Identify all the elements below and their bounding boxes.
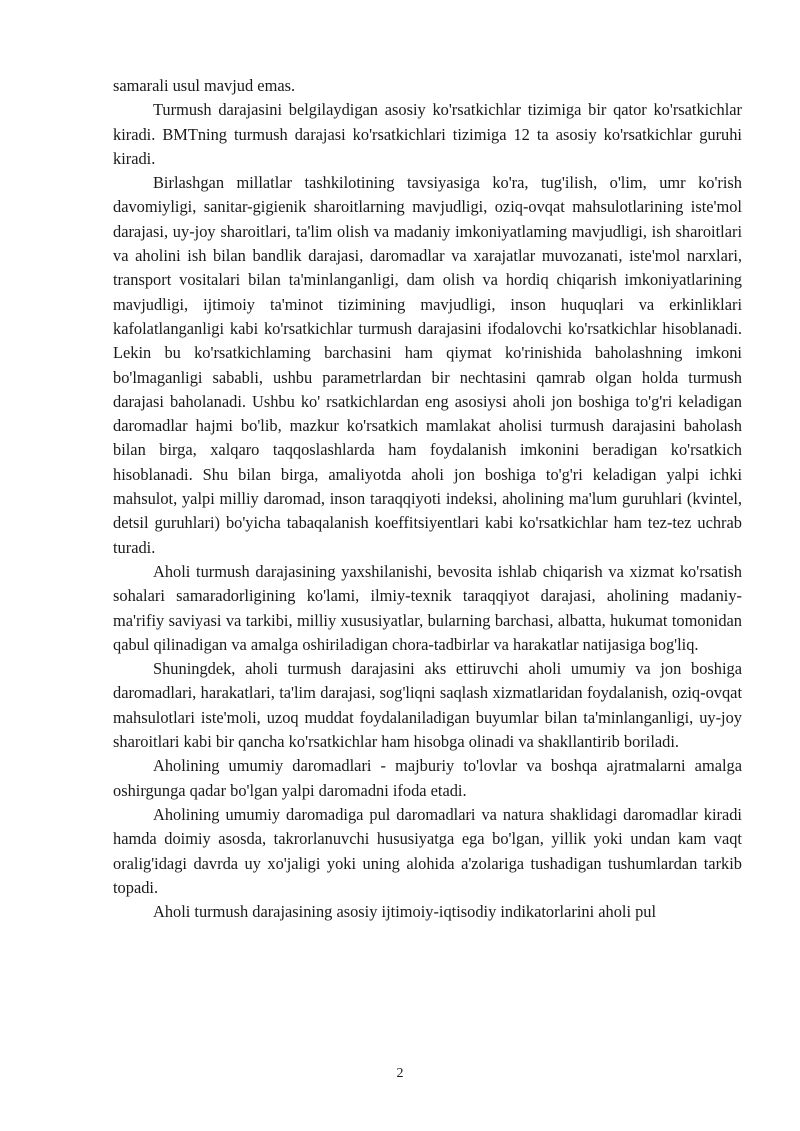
paragraph: Aholining umumiy daromadiga pul daromadlari va natura shaklidagi daromadlar kiradi hamda doimiy asosda, takrorlanuvchi hususiyatga ega bo'lgan, yillik yoki undan kam vaqt oralig'idagi davrda uy xo'jaligi yoki uning alohida a'zolariga tushadigan tushumlardan tarkib topadi. bbox=[113, 804, 742, 897]
paragraph: Shuningdek, aholi turmush darajasini aks ettiruvchi aholi umumiy va jon boshiga daromadlari, harakatlari, ta'lim darajasi, sog'liqni saqlash xizmatlaridan foydalanish, oziq-ovqat mahsulotlari iste'moli, uzoq muddat foydalaniladigan buyumlar bilan ta'minlanganligi, uy-joy sharoitlari kabi bir qancha ko'rsatkichlar ham hisobga olinadi va shakllantirib boriladi. bbox=[113, 659, 742, 752]
paragraph: Aholi turmush darajasining yaxshilanishi, bevosita ishlab chiqarish va xizmat ko'rsatish sohalari samaradorligining ko'lami, ilmiy-texnik taraqqiyot darajasi, aholining madaniy-ma'rifiy saviyasi va tarkibi, milliy xususiyatlar, bularning barchasi, albatta, hukumat tomonidan qabul qilinadigan va amalga oshiriladigan chora-tadbirlar va harakatlar natijasiga bog'liq. bbox=[113, 561, 742, 654]
paragraph: Birlashgan millatlar tashkilotining tavsiyasiga ko'ra, tug'ilish, o'lim, umr ko'rish davomiyligi, sanitar-gigienik sharoitlarning mavjudligi, oziq-ovqat mahsulotlarining iste'mol darajasi, uy-joy sharoitlari, ta'lim olish va madaniy imkoniyatlaming mavjudligi, ish sharoitlari va aholini ish bilan bandlik darajasi, daromadlar va xarajatlar muvozanati, iste'mol narxlari, transport vositalari bilan ta'minlanganligi, dam olish va hordiq chiqarish imkoniyatlarining mavjudligi, ijtimoiy ta'minot tizimining mavjudligi, inson huquqlari va erkinliklari kafolatlanganligi kabi ko'rsatkichlar turmush darajasini ifodalovchi ko'rsatkichlar hisoblanadi. Lekin bu ko'rsatkichlaming barchasini ham qiymat ko'rinishida baholashning imkoni bo'lmaganligi sababli, ushbu parametrlardan bir nechtasini qamrab olgan holda turmush darajasi baholanadi. Ushbu ko' rsatkichlardan eng asosiysi aholi jon boshiga to'g'ri keladigan daromadlar hajmi bo'lib, mazkur ko'rsatkich mamlakat aholisi turmush darajasini baholash bilan birga, xalqaro taqqoslashlarda ham foydalanish imkonini beradigan ko'rsatkich hisoblanadi. Shu bilan birga, amaliyotda aholi jon boshiga to'g'ri keladigan yalpi ichki mahsulot, yalpi milliy daromad, inson taraqqiyoti indeksi, aholining ma'lum guruhlari (kvintel, detsil guruhlari) bo'yicha tabaqalanish koeffitsiyentlari kabi ko'rsatkichlar ham tez-tez uchrab turadi. bbox=[113, 173, 742, 557]
paragraph: Aholi turmush darajasining asosiy ijtimoiy-iqtisodiy indikatorlarini aholi pul bbox=[153, 902, 657, 922]
document-body bbox=[113, 74, 742, 924]
paragraph: Aholining umumiy daromadlari - majburiy to'lovlar va boshqa ajratmalarni amalga oshirgunga qadar bo'lgan yalpi daromadni ifoda etadi. bbox=[113, 756, 742, 800]
paragraph-continuation: samarali usul mavjud emas. bbox=[113, 76, 296, 95]
page-number: 2 bbox=[396, 1066, 404, 1081]
paragraph: Turmush darajasini belgilaydigan asosiy ko'rsatkichlar tizimiga bir qator ko'rsatkichlar kiradi. BMTning turmush darajasi ko'rsatkichlari tizimiga 12 ta asosiy ko'rsatkichlar guruhi kiradi. bbox=[113, 100, 742, 168]
